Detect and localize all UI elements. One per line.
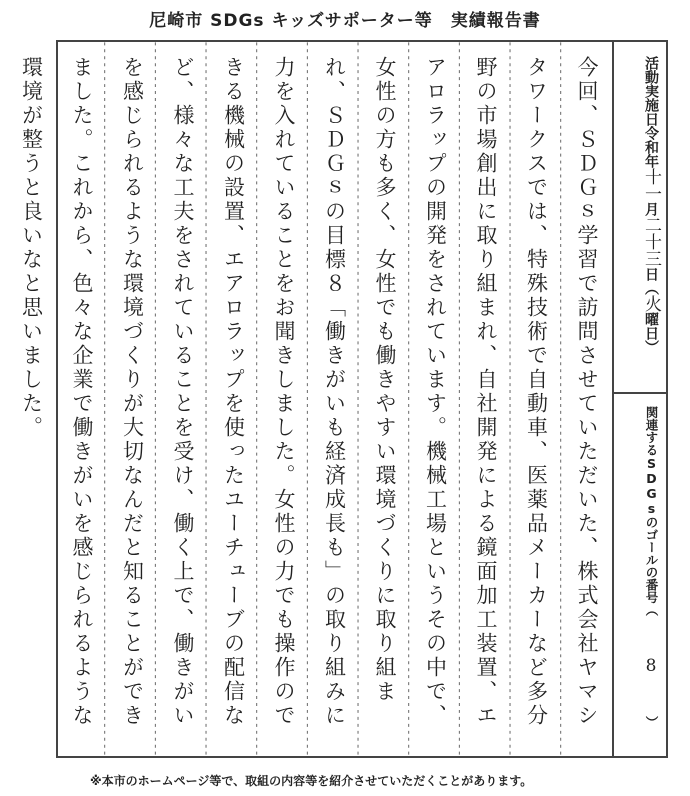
sdg-goal <box>614 406 664 729</box>
month-unit: 月 <box>643 202 659 216</box>
sdg-number: 8 <box>641 656 661 676</box>
side-divider <box>614 392 666 394</box>
year-unit: 年 <box>643 154 659 168</box>
report-body <box>19 56 614 746</box>
report-text: 今回、ＳＤＧｓ学習で訪問させていただいた、株式会社ヤマシタワークスでは、特殊技術で自動車、医薬品メーカーなど多分野の市場創出に取り組まれ、自社開発による鏡面加工装置、エアロラップの開発をされています。機械工場というその中で、女性の方も多く、女性でも働きやすい環境づくりに取り組まれ、ＳＤＧｓの目標８「働きがいも経済成長も」の取り組みに力を入れていることをお聞きしました。女性の力でも操作のできる機械の設置、エアロラップを使ったユーチューブの配信など、様々な工夫をされていることを受け、働く上で、働きがいを感じられるような環境づくりが大切なんだと知ることができました。これから、色々な企業で働きがいを感じられるような環境が整うと良いなと思いました。 <box>19 56 599 728</box>
report-frame <box>19 40 668 758</box>
sdg-label: 関連するSDGsのゴールの番号（ <box>644 406 659 616</box>
day-value: 二十三 <box>641 216 661 267</box>
side-panel <box>612 42 666 756</box>
footer-note: ※本市のホームページ等で、取組の内容等を紹介させていただくことがあります。 <box>90 774 533 788</box>
activity-date <box>614 56 664 354</box>
weekday-unit: 曜日） <box>643 312 659 354</box>
activity-date-label: 活動実施日 <box>643 56 659 126</box>
month-value: 十一 <box>641 168 661 202</box>
era: 令和 <box>643 126 659 154</box>
weekday-value: 火 <box>641 295 661 312</box>
paren-open: （ <box>643 281 659 295</box>
day-unit: 日 <box>643 267 659 281</box>
page-title: 尼崎市 SDGs キッズサポーター等 実績報告書 <box>149 11 541 31</box>
sdg-paren-close: ） <box>644 716 659 729</box>
